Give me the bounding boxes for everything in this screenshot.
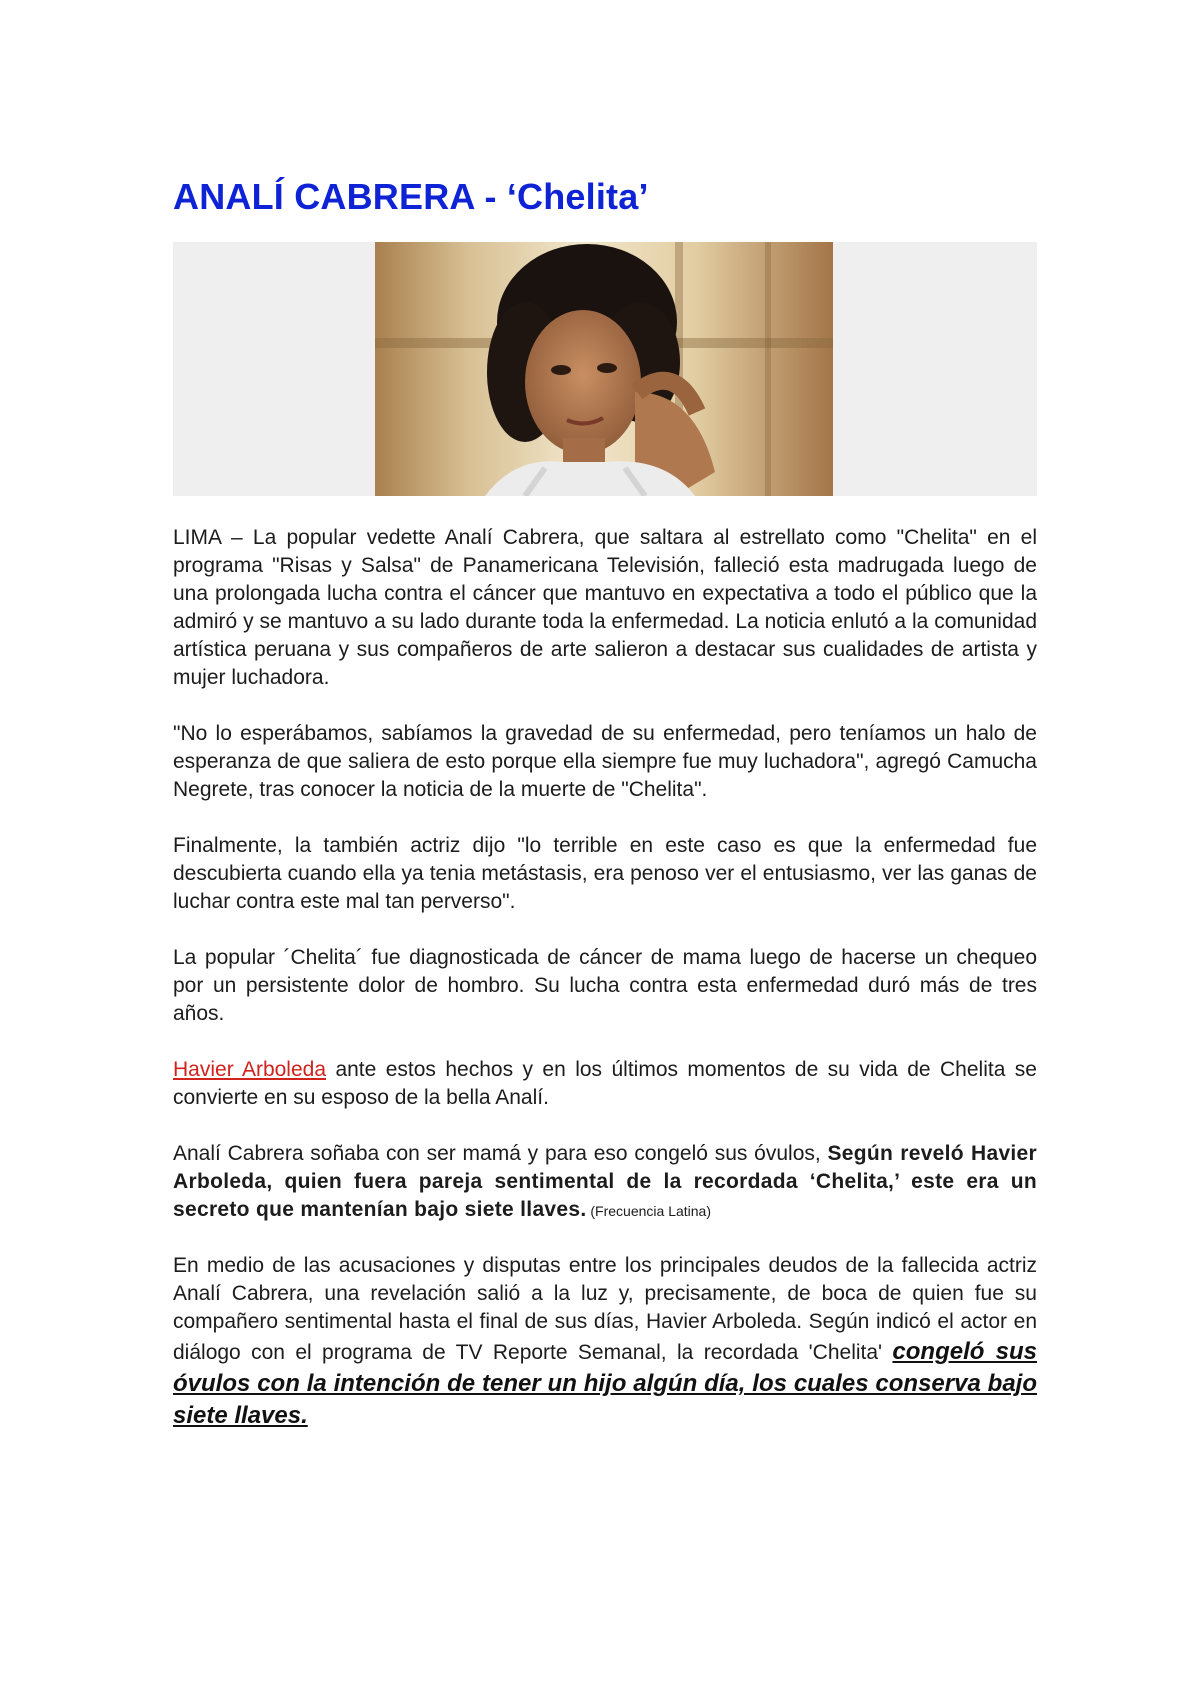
- article-body: [173, 524, 1037, 1460]
- paragraph-7: [173, 1252, 1037, 1432]
- paragraph-4: La popular ´Chelita´ fue diagnosticada de cáncer de mama luego de hacerse un chequeo por un persistente dolor de hombro. Su lucha contra esta enfermedad duró más de tres años.: [173, 946, 1037, 1025]
- paragraph-5-text: ante estos hechos y en los últimos momentos de su vida de Chelita se convierte en su esposo de la bella Analí.: [173, 1058, 1037, 1109]
- paragraph-6: [173, 1140, 1037, 1224]
- paragraph-7-text: En medio de las acusaciones y disputas entre los principales deudos de la fallecida actriz Analí Cabrera, una revelación salió a la luz y, precisamente, de boca de quien fue su compañero sentimental hasta el final de sus días, Havier Arboleda. Según indicó el actor en diálogo con el programa de TV Reporte Semanal, la recordada 'Chelita': [173, 1254, 1037, 1364]
- paragraph-6-text: Analí Cabrera soñaba con ser mamá y para eso congeló sus óvulos,: [173, 1142, 828, 1165]
- paragraph-6-bold: Según reveló Havier Arboleda, quien fuera pareja sentimental de la recordada ‘Chelita,’ este era un secreto que mantenían bajo siete llaves.: [173, 1142, 1038, 1221]
- portrait-illustration: [375, 242, 833, 496]
- paragraph-3: Finalmente, la también actriz dijo "lo terrible en este caso es que la enfermedad fue descubierta cuando ella ya tenia metástasis, era penoso ver el entusiasmo, ver las ganas de luchar contra este mal tan perverso".: [173, 834, 1037, 913]
- photo-band: [173, 242, 1037, 496]
- source-credit: (Frecuencia Latina): [586, 1203, 712, 1219]
- paragraph-2: "No lo esperábamos, sabíamos la gravedad de su enfermedad, pero teníamos un halo de esperanza de que saliera de esto porque ella siempre fue muy luchadora", agregó Camucha Negrete, tras conocer la noticia de la muerte de "Chelita".: [173, 722, 1037, 801]
- paragraph-1: LIMA – La popular vedette Analí Cabrera, que saltara al estrellato como "Chelita" en el programa "Risas y Salsa" de Panamericana Televisión, falleció esta madrugada luego de una prolongada lucha contra el cáncer que mantuvo en expectativa a todo el público que la admiró y se mantuvo a su lado durante toda la enfermedad. La noticia enlutó a la comunidad artística peruana y sus compañeros de arte salieron a destacar sus cualidades de artista y mujer luchadora.: [173, 526, 1037, 689]
- paragraph-5: [173, 1056, 1037, 1112]
- portrait-photo: [375, 242, 833, 496]
- havier-arboleda-link[interactable]: Havier Arboleda: [173, 1058, 327, 1081]
- paragraph-7-emphasis: congeló sus óvulos con la intención de tener un hijo algún día, los cuales conserva bajo siete llaves.: [173, 1338, 1037, 1429]
- article-title: ANALÍ CABRERA - ‘Chelita’: [173, 176, 649, 217]
